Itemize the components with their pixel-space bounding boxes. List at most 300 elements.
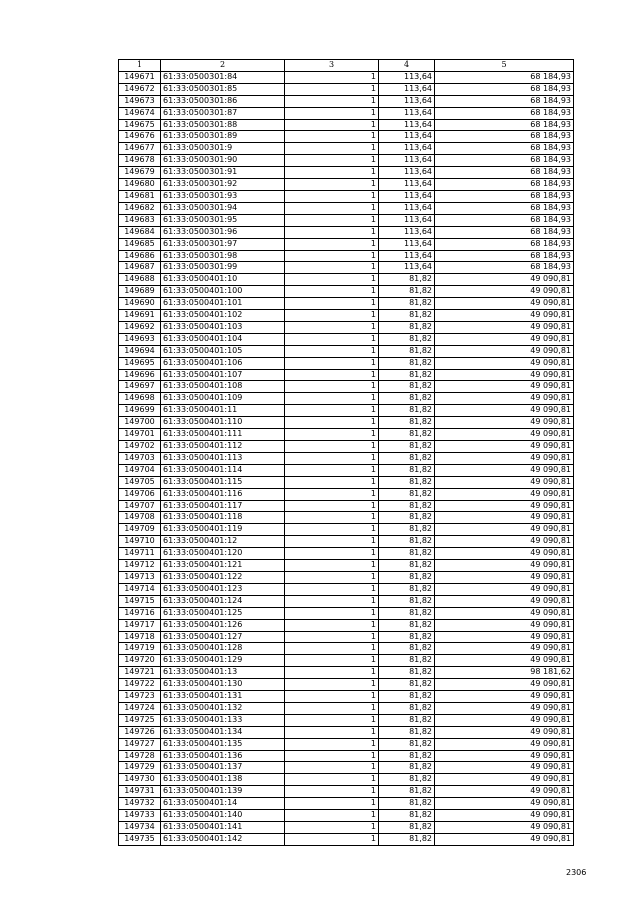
row-number-cell: 149694 bbox=[119, 345, 161, 357]
cadastral-number-cell: 61:33:0500401:125 bbox=[161, 607, 285, 619]
area-cell: 81,82 bbox=[379, 571, 435, 583]
row-number-cell: 149679 bbox=[119, 167, 161, 179]
quantity-cell: 1 bbox=[285, 643, 379, 655]
area-cell: 81,82 bbox=[379, 631, 435, 643]
value-cell: 49 090,81 bbox=[435, 548, 574, 560]
row-number-cell: 149721 bbox=[119, 667, 161, 679]
area-cell: 81,82 bbox=[379, 833, 435, 845]
area-cell: 113,64 bbox=[379, 95, 435, 107]
cadastral-number-cell: 61:33:0500401:106 bbox=[161, 357, 285, 369]
value-cell: 68 184,93 bbox=[435, 107, 574, 119]
table-row bbox=[119, 738, 574, 750]
table-row bbox=[119, 345, 574, 357]
area-cell: 81,82 bbox=[379, 583, 435, 595]
value-cell: 49 090,81 bbox=[435, 738, 574, 750]
quantity-cell: 1 bbox=[285, 119, 379, 131]
row-number-cell: 149719 bbox=[119, 643, 161, 655]
table-row bbox=[119, 381, 574, 393]
table-row bbox=[119, 107, 574, 119]
row-number-cell: 149732 bbox=[119, 798, 161, 810]
quantity-cell: 1 bbox=[285, 131, 379, 143]
cadastral-number-cell: 61:33:0500401:140 bbox=[161, 810, 285, 822]
area-cell: 81,82 bbox=[379, 476, 435, 488]
table-row bbox=[119, 571, 574, 583]
value-cell: 49 090,81 bbox=[435, 691, 574, 703]
cadastral-number-cell: 61:33:0500301:99 bbox=[161, 262, 285, 274]
table-row bbox=[119, 250, 574, 262]
quantity-cell: 1 bbox=[285, 190, 379, 202]
value-cell: 49 090,81 bbox=[435, 798, 574, 810]
row-number-cell: 149731 bbox=[119, 786, 161, 798]
row-number-cell: 149692 bbox=[119, 321, 161, 333]
table-row bbox=[119, 774, 574, 786]
row-number-cell: 149720 bbox=[119, 655, 161, 667]
cadastral-number-cell: 61:33:0500401:124 bbox=[161, 595, 285, 607]
value-cell: 49 090,81 bbox=[435, 774, 574, 786]
table-row bbox=[119, 631, 574, 643]
table-row bbox=[119, 143, 574, 155]
table-row bbox=[119, 298, 574, 310]
value-cell: 49 090,81 bbox=[435, 750, 574, 762]
area-cell: 81,82 bbox=[379, 488, 435, 500]
value-cell: 49 090,81 bbox=[435, 441, 574, 453]
row-number-cell: 149713 bbox=[119, 571, 161, 583]
quantity-cell: 1 bbox=[285, 417, 379, 429]
row-number-cell: 149691 bbox=[119, 310, 161, 322]
table-row bbox=[119, 119, 574, 131]
quantity-cell: 1 bbox=[285, 500, 379, 512]
value-cell: 68 184,93 bbox=[435, 155, 574, 167]
row-number-cell: 149675 bbox=[119, 119, 161, 131]
row-number-cell: 149704 bbox=[119, 464, 161, 476]
cadastral-number-cell: 61:33:0500401:118 bbox=[161, 512, 285, 524]
value-cell: 68 184,93 bbox=[435, 250, 574, 262]
quantity-cell: 1 bbox=[285, 726, 379, 738]
value-cell: 49 090,81 bbox=[435, 607, 574, 619]
value-cell: 49 090,81 bbox=[435, 571, 574, 583]
area-cell: 81,82 bbox=[379, 369, 435, 381]
quantity-cell: 1 bbox=[285, 762, 379, 774]
row-number-cell: 149671 bbox=[119, 71, 161, 83]
value-cell: 49 090,81 bbox=[435, 560, 574, 572]
cadastral-number-cell: 61:33:0500401:105 bbox=[161, 345, 285, 357]
area-cell: 81,82 bbox=[379, 750, 435, 762]
table-row bbox=[119, 179, 574, 191]
cadastral-number-cell: 61:33:0500401:113 bbox=[161, 452, 285, 464]
value-cell: 68 184,93 bbox=[435, 119, 574, 131]
cadastral-number-cell: 61:33:0500401:109 bbox=[161, 393, 285, 405]
value-cell: 49 090,81 bbox=[435, 310, 574, 322]
area-cell: 113,64 bbox=[379, 155, 435, 167]
quantity-cell: 1 bbox=[285, 560, 379, 572]
quantity-cell: 1 bbox=[285, 83, 379, 95]
quantity-cell: 1 bbox=[285, 345, 379, 357]
cadastral-number-cell: 61:33:0500401:142 bbox=[161, 833, 285, 845]
table-row bbox=[119, 750, 574, 762]
cadastral-number-cell: 61:33:0500301:92 bbox=[161, 179, 285, 191]
row-number-cell: 149722 bbox=[119, 679, 161, 691]
cadastral-number-cell: 61:33:0500401:127 bbox=[161, 631, 285, 643]
area-cell: 81,82 bbox=[379, 691, 435, 703]
quantity-cell: 1 bbox=[285, 333, 379, 345]
table-row bbox=[119, 786, 574, 798]
cadastral-number-cell: 61:33:0500301:89 bbox=[161, 131, 285, 143]
area-cell: 81,82 bbox=[379, 512, 435, 524]
table-row bbox=[119, 798, 574, 810]
value-cell: 68 184,93 bbox=[435, 143, 574, 155]
row-number-cell: 149702 bbox=[119, 441, 161, 453]
value-cell: 49 090,81 bbox=[435, 381, 574, 393]
area-cell: 81,82 bbox=[379, 500, 435, 512]
area-cell: 81,82 bbox=[379, 786, 435, 798]
area-cell: 81,82 bbox=[379, 286, 435, 298]
area-cell: 81,82 bbox=[379, 655, 435, 667]
cadastral-number-cell: 61:33:0500301:98 bbox=[161, 250, 285, 262]
table-row bbox=[119, 262, 574, 274]
value-cell: 68 184,93 bbox=[435, 71, 574, 83]
value-cell: 49 090,81 bbox=[435, 631, 574, 643]
area-cell: 81,82 bbox=[379, 548, 435, 560]
value-cell: 49 090,81 bbox=[435, 524, 574, 536]
row-number-cell: 149677 bbox=[119, 143, 161, 155]
area-cell: 113,64 bbox=[379, 167, 435, 179]
table-row bbox=[119, 321, 574, 333]
area-cell: 113,64 bbox=[379, 179, 435, 191]
value-cell: 68 184,93 bbox=[435, 179, 574, 191]
table-row bbox=[119, 667, 574, 679]
cadastral-number-cell: 61:33:0500401:114 bbox=[161, 464, 285, 476]
row-number-cell: 149705 bbox=[119, 476, 161, 488]
cadastral-number-cell: 61:33:0500401:141 bbox=[161, 822, 285, 834]
cadastral-number-cell: 61:33:0500401:132 bbox=[161, 702, 285, 714]
quantity-cell: 1 bbox=[285, 571, 379, 583]
quantity-cell: 1 bbox=[285, 655, 379, 667]
table-row bbox=[119, 190, 574, 202]
area-cell: 81,82 bbox=[379, 702, 435, 714]
table-row bbox=[119, 452, 574, 464]
area-cell: 81,82 bbox=[379, 417, 435, 429]
value-cell: 49 090,81 bbox=[435, 417, 574, 429]
table-row bbox=[119, 655, 574, 667]
column-header-3: 3 bbox=[285, 60, 379, 72]
table-row bbox=[119, 393, 574, 405]
quantity-cell: 1 bbox=[285, 750, 379, 762]
cadastral-number-cell: 61:33:0500401:134 bbox=[161, 726, 285, 738]
value-cell: 49 090,81 bbox=[435, 714, 574, 726]
table-row bbox=[119, 476, 574, 488]
table-row bbox=[119, 607, 574, 619]
table-body bbox=[119, 71, 574, 845]
area-cell: 113,64 bbox=[379, 202, 435, 214]
cadastral-number-cell: 61:33:0500401:120 bbox=[161, 548, 285, 560]
quantity-cell: 1 bbox=[285, 822, 379, 834]
quantity-cell: 1 bbox=[285, 798, 379, 810]
quantity-cell: 1 bbox=[285, 631, 379, 643]
quantity-cell: 1 bbox=[285, 95, 379, 107]
cadastral-number-cell: 61:33:0500401:123 bbox=[161, 583, 285, 595]
quantity-cell: 1 bbox=[285, 464, 379, 476]
table-row bbox=[119, 417, 574, 429]
cadastral-number-cell: 61:33:0500401:116 bbox=[161, 488, 285, 500]
row-number-cell: 149684 bbox=[119, 226, 161, 238]
cadastral-number-cell: 61:33:0500401:108 bbox=[161, 381, 285, 393]
column-header-5: 5 bbox=[435, 60, 574, 72]
cadastral-number-cell: 61:33:0500401:11 bbox=[161, 405, 285, 417]
table-row bbox=[119, 595, 574, 607]
cadastral-number-cell: 61:33:0500301:90 bbox=[161, 155, 285, 167]
row-number-cell: 149716 bbox=[119, 607, 161, 619]
value-cell: 49 090,81 bbox=[435, 405, 574, 417]
value-cell: 68 184,93 bbox=[435, 167, 574, 179]
cadastral-number-cell: 61:33:0500401:102 bbox=[161, 310, 285, 322]
quantity-cell: 1 bbox=[285, 167, 379, 179]
row-number-cell: 149706 bbox=[119, 488, 161, 500]
quantity-cell: 1 bbox=[285, 369, 379, 381]
table-row bbox=[119, 429, 574, 441]
quantity-cell: 1 bbox=[285, 393, 379, 405]
value-cell: 49 090,81 bbox=[435, 298, 574, 310]
value-cell: 49 090,81 bbox=[435, 655, 574, 667]
area-cell: 81,82 bbox=[379, 774, 435, 786]
value-cell: 49 090,81 bbox=[435, 536, 574, 548]
quantity-cell: 1 bbox=[285, 679, 379, 691]
value-cell: 68 184,93 bbox=[435, 214, 574, 226]
cadastral-number-cell: 61:33:0500401:13 bbox=[161, 667, 285, 679]
row-number-cell: 149710 bbox=[119, 536, 161, 548]
cadastral-number-cell: 61:33:0500401:117 bbox=[161, 500, 285, 512]
table-row bbox=[119, 691, 574, 703]
value-cell: 49 090,81 bbox=[435, 595, 574, 607]
row-number-cell: 149718 bbox=[119, 631, 161, 643]
row-number-cell: 149730 bbox=[119, 774, 161, 786]
quantity-cell: 1 bbox=[285, 810, 379, 822]
quantity-cell: 1 bbox=[285, 607, 379, 619]
value-cell: 98 181,62 bbox=[435, 667, 574, 679]
quantity-cell: 1 bbox=[285, 488, 379, 500]
area-cell: 113,64 bbox=[379, 238, 435, 250]
area-cell: 81,82 bbox=[379, 310, 435, 322]
quantity-cell: 1 bbox=[285, 274, 379, 286]
value-cell: 49 090,81 bbox=[435, 452, 574, 464]
table-row bbox=[119, 131, 574, 143]
table-row bbox=[119, 536, 574, 548]
quantity-cell: 1 bbox=[285, 833, 379, 845]
table-row bbox=[119, 583, 574, 595]
cadastral-number-cell: 61:33:0500401:112 bbox=[161, 441, 285, 453]
quantity-cell: 1 bbox=[285, 714, 379, 726]
cadastral-number-cell: 61:33:0500301:97 bbox=[161, 238, 285, 250]
cadastral-number-cell: 61:33:0500401:139 bbox=[161, 786, 285, 798]
data-table bbox=[118, 59, 574, 846]
quantity-cell: 1 bbox=[285, 179, 379, 191]
quantity-cell: 1 bbox=[285, 452, 379, 464]
column-header-2: 2 bbox=[161, 60, 285, 72]
value-cell: 68 184,93 bbox=[435, 226, 574, 238]
cadastral-number-cell: 61:33:0500401:121 bbox=[161, 560, 285, 572]
area-cell: 81,82 bbox=[379, 714, 435, 726]
row-number-cell: 149697 bbox=[119, 381, 161, 393]
row-number-cell: 149685 bbox=[119, 238, 161, 250]
table-row bbox=[119, 464, 574, 476]
value-cell: 49 090,81 bbox=[435, 464, 574, 476]
value-cell: 49 090,81 bbox=[435, 333, 574, 345]
cadastral-number-cell: 61:33:0500301:9 bbox=[161, 143, 285, 155]
quantity-cell: 1 bbox=[285, 71, 379, 83]
quantity-cell: 1 bbox=[285, 786, 379, 798]
value-cell: 49 090,81 bbox=[435, 369, 574, 381]
table-row bbox=[119, 202, 574, 214]
row-number-cell: 149698 bbox=[119, 393, 161, 405]
quantity-cell: 1 bbox=[285, 548, 379, 560]
area-cell: 81,82 bbox=[379, 667, 435, 679]
area-cell: 81,82 bbox=[379, 464, 435, 476]
quantity-cell: 1 bbox=[285, 667, 379, 679]
table-row bbox=[119, 71, 574, 83]
value-cell: 68 184,93 bbox=[435, 83, 574, 95]
quantity-cell: 1 bbox=[285, 262, 379, 274]
row-number-cell: 149672 bbox=[119, 83, 161, 95]
page-number: 2306 bbox=[566, 868, 587, 877]
cadastral-number-cell: 61:33:0500401:10 bbox=[161, 274, 285, 286]
value-cell: 49 090,81 bbox=[435, 274, 574, 286]
value-cell: 49 090,81 bbox=[435, 833, 574, 845]
table-row bbox=[119, 619, 574, 631]
cadastral-number-cell: 61:33:0500401:111 bbox=[161, 429, 285, 441]
value-cell: 49 090,81 bbox=[435, 321, 574, 333]
cadastral-number-cell: 61:33:0500401:103 bbox=[161, 321, 285, 333]
area-cell: 113,64 bbox=[379, 83, 435, 95]
table-row bbox=[119, 560, 574, 572]
cadastral-number-cell: 61:33:0500401:138 bbox=[161, 774, 285, 786]
row-number-cell: 149678 bbox=[119, 155, 161, 167]
area-cell: 113,64 bbox=[379, 262, 435, 274]
quantity-cell: 1 bbox=[285, 298, 379, 310]
cadastral-number-cell: 61:33:0500301:84 bbox=[161, 71, 285, 83]
area-cell: 113,64 bbox=[379, 143, 435, 155]
value-cell: 49 090,81 bbox=[435, 512, 574, 524]
area-cell: 81,82 bbox=[379, 822, 435, 834]
quantity-cell: 1 bbox=[285, 143, 379, 155]
header-row bbox=[119, 60, 574, 72]
area-cell: 113,64 bbox=[379, 226, 435, 238]
area-cell: 81,82 bbox=[379, 524, 435, 536]
cadastral-number-cell: 61:33:0500301:91 bbox=[161, 167, 285, 179]
cadastral-number-cell: 61:33:0500401:101 bbox=[161, 298, 285, 310]
table-row bbox=[119, 83, 574, 95]
quantity-cell: 1 bbox=[285, 381, 379, 393]
row-number-cell: 149708 bbox=[119, 512, 161, 524]
table-row bbox=[119, 500, 574, 512]
cadastral-number-cell: 61:33:0500301:86 bbox=[161, 95, 285, 107]
cadastral-number-cell: 61:33:0500401:137 bbox=[161, 762, 285, 774]
row-number-cell: 149680 bbox=[119, 179, 161, 191]
area-cell: 81,82 bbox=[379, 333, 435, 345]
quantity-cell: 1 bbox=[285, 524, 379, 536]
area-cell: 81,82 bbox=[379, 274, 435, 286]
table-row bbox=[119, 833, 574, 845]
column-header-4: 4 bbox=[379, 60, 435, 72]
row-number-cell: 149673 bbox=[119, 95, 161, 107]
row-number-cell: 149734 bbox=[119, 822, 161, 834]
row-number-cell: 149703 bbox=[119, 452, 161, 464]
quantity-cell: 1 bbox=[285, 429, 379, 441]
table-row bbox=[119, 238, 574, 250]
area-cell: 113,64 bbox=[379, 214, 435, 226]
quantity-cell: 1 bbox=[285, 405, 379, 417]
row-number-cell: 149727 bbox=[119, 738, 161, 750]
value-cell: 49 090,81 bbox=[435, 345, 574, 357]
table-row bbox=[119, 524, 574, 536]
area-cell: 81,82 bbox=[379, 762, 435, 774]
quantity-cell: 1 bbox=[285, 357, 379, 369]
table-row bbox=[119, 95, 574, 107]
table-row bbox=[119, 643, 574, 655]
table-row bbox=[119, 488, 574, 500]
table-row bbox=[119, 357, 574, 369]
value-cell: 49 090,81 bbox=[435, 429, 574, 441]
area-cell: 81,82 bbox=[379, 429, 435, 441]
value-cell: 49 090,81 bbox=[435, 286, 574, 298]
area-cell: 113,64 bbox=[379, 190, 435, 202]
cadastral-number-cell: 61:33:0500401:133 bbox=[161, 714, 285, 726]
value-cell: 49 090,81 bbox=[435, 702, 574, 714]
quantity-cell: 1 bbox=[285, 774, 379, 786]
area-cell: 81,82 bbox=[379, 405, 435, 417]
value-cell: 49 090,81 bbox=[435, 488, 574, 500]
table-row bbox=[119, 155, 574, 167]
cadastral-number-cell: 61:33:0500401:119 bbox=[161, 524, 285, 536]
value-cell: 49 090,81 bbox=[435, 643, 574, 655]
table-row bbox=[119, 679, 574, 691]
table-row bbox=[119, 512, 574, 524]
area-cell: 81,82 bbox=[379, 441, 435, 453]
value-cell: 49 090,81 bbox=[435, 810, 574, 822]
quantity-cell: 1 bbox=[285, 702, 379, 714]
cadastral-number-cell: 61:33:0500401:131 bbox=[161, 691, 285, 703]
value-cell: 49 090,81 bbox=[435, 357, 574, 369]
area-cell: 81,82 bbox=[379, 679, 435, 691]
row-number-cell: 149693 bbox=[119, 333, 161, 345]
table-row bbox=[119, 167, 574, 179]
cadastral-number-cell: 61:33:0500401:14 bbox=[161, 798, 285, 810]
cadastral-number-cell: 61:33:0500401:104 bbox=[161, 333, 285, 345]
area-cell: 113,64 bbox=[379, 107, 435, 119]
area-cell: 81,82 bbox=[379, 738, 435, 750]
area-cell: 81,82 bbox=[379, 643, 435, 655]
value-cell: 68 184,93 bbox=[435, 262, 574, 274]
row-number-cell: 149712 bbox=[119, 560, 161, 572]
row-number-cell: 149728 bbox=[119, 750, 161, 762]
cadastral-number-cell: 61:33:0500401:130 bbox=[161, 679, 285, 691]
quantity-cell: 1 bbox=[285, 595, 379, 607]
row-number-cell: 149699 bbox=[119, 405, 161, 417]
row-number-cell: 149726 bbox=[119, 726, 161, 738]
row-number-cell: 149711 bbox=[119, 548, 161, 560]
value-cell: 49 090,81 bbox=[435, 679, 574, 691]
value-cell: 68 184,93 bbox=[435, 190, 574, 202]
area-cell: 113,64 bbox=[379, 250, 435, 262]
row-number-cell: 149725 bbox=[119, 714, 161, 726]
row-number-cell: 149709 bbox=[119, 524, 161, 536]
cadastral-number-cell: 61:33:0500401:136 bbox=[161, 750, 285, 762]
area-cell: 81,82 bbox=[379, 393, 435, 405]
cadastral-number-cell: 61:33:0500401:110 bbox=[161, 417, 285, 429]
row-number-cell: 149683 bbox=[119, 214, 161, 226]
quantity-cell: 1 bbox=[285, 512, 379, 524]
row-number-cell: 149700 bbox=[119, 417, 161, 429]
quantity-cell: 1 bbox=[285, 155, 379, 167]
row-number-cell: 149715 bbox=[119, 595, 161, 607]
